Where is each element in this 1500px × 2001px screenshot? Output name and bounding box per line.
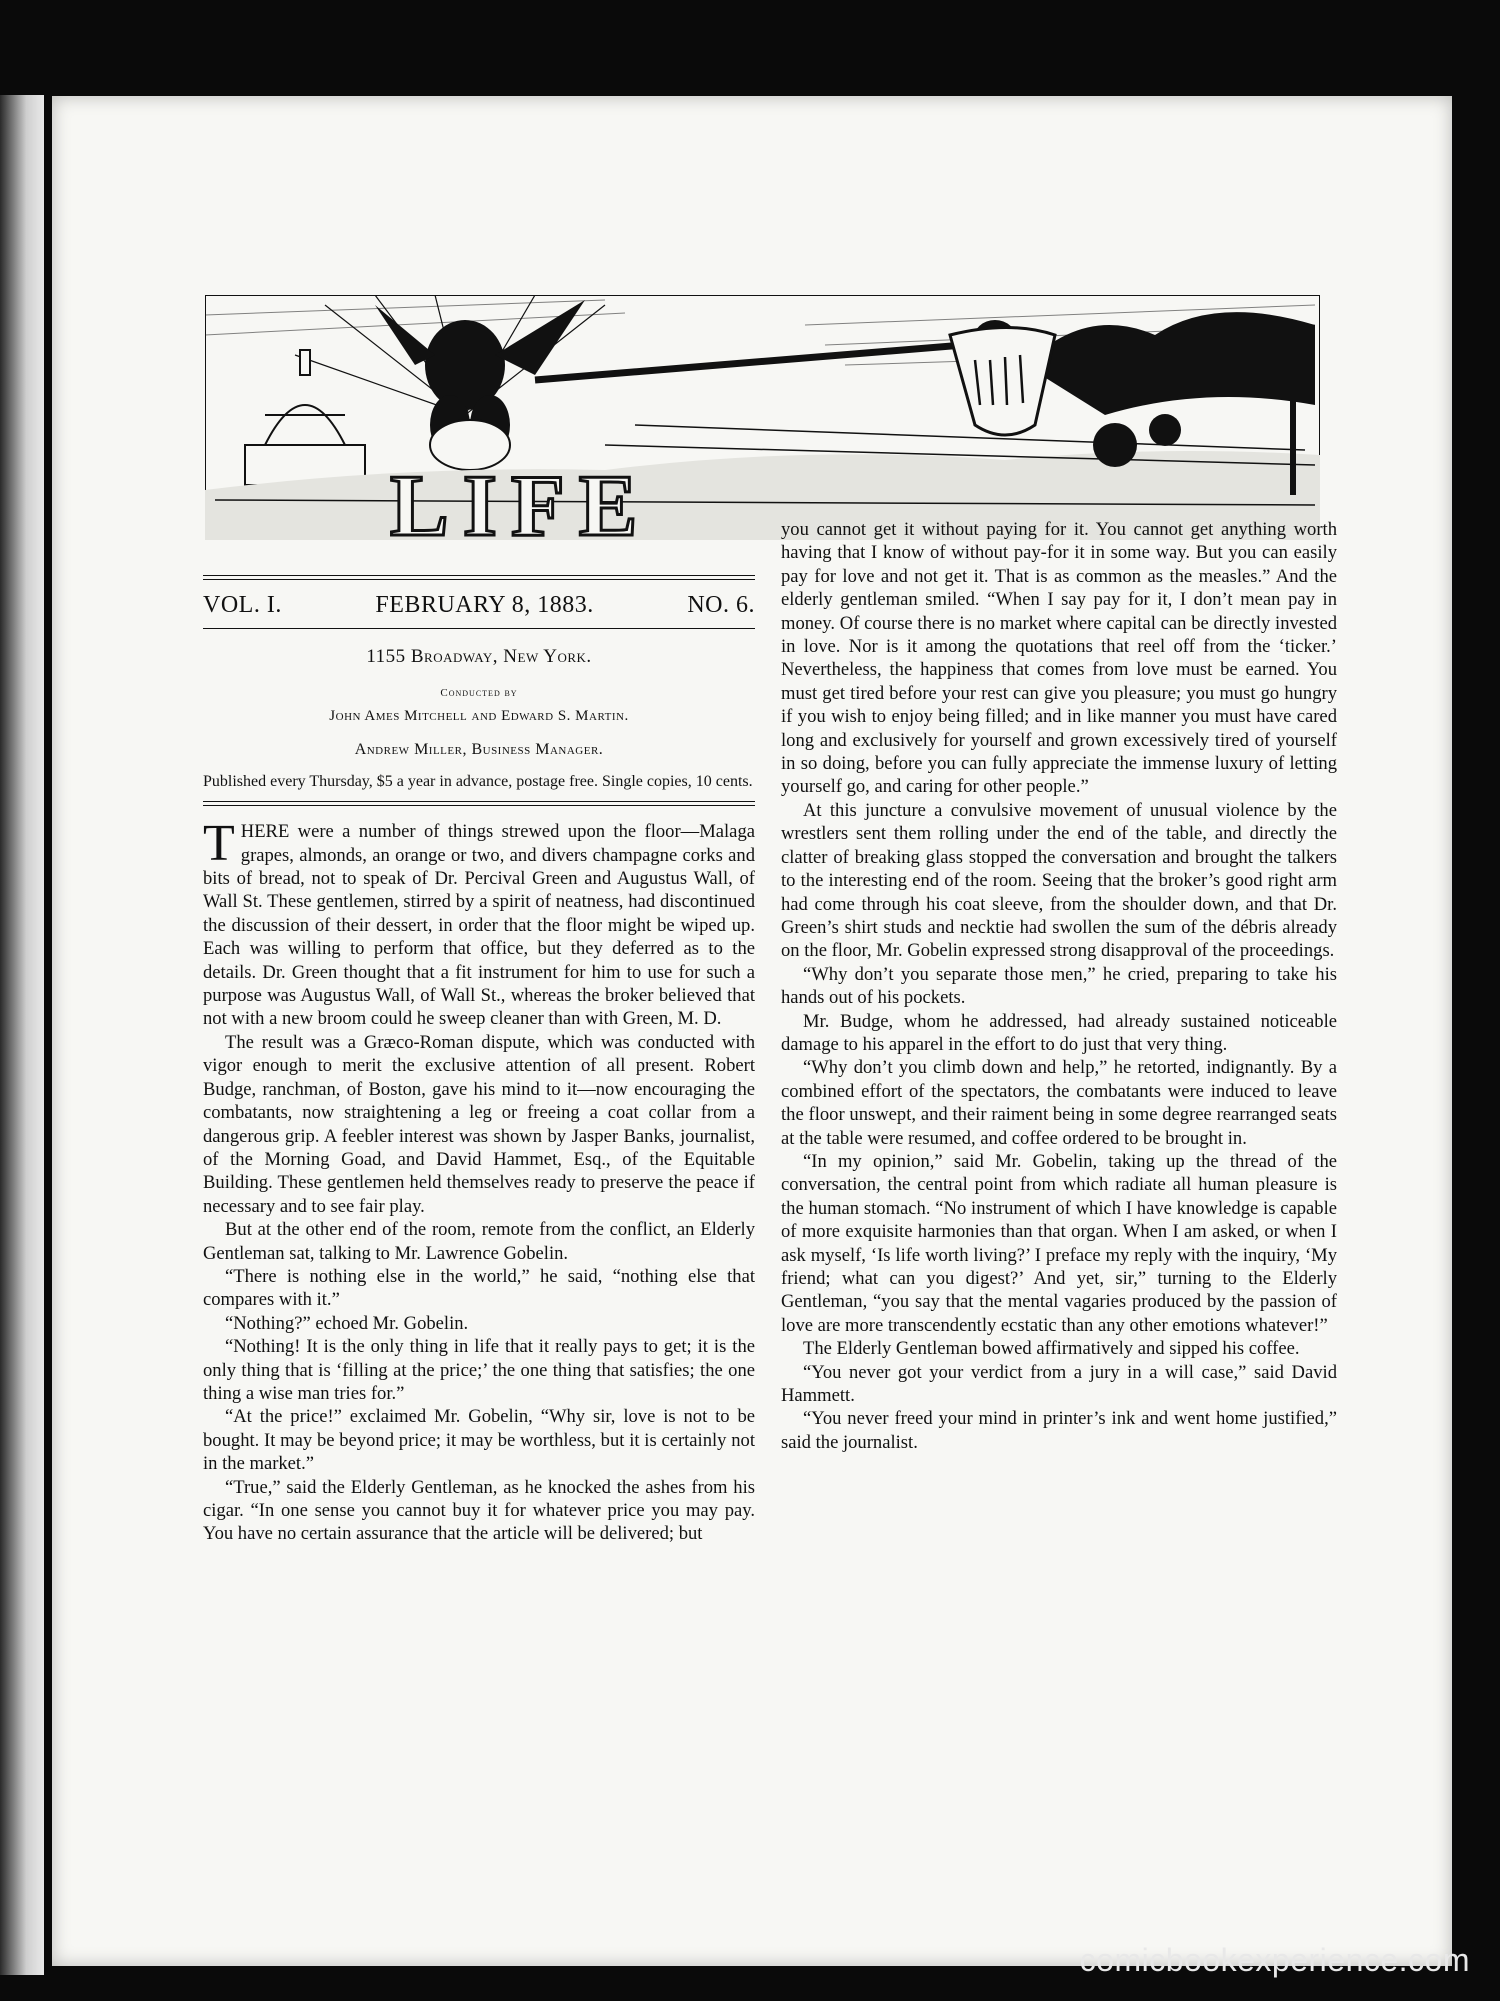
issue-number: NO. 6.	[687, 592, 755, 618]
masthead-title: LIFE	[390, 458, 652, 540]
article-right	[781, 518, 1337, 1454]
article-paragraph: “You never freed your mind in printer’s ink and went home justified,” said the journalist.	[781, 1408, 1337, 1453]
issue-line	[203, 580, 755, 628]
issue-date: FEBRUARY 8, 1883.	[375, 592, 594, 618]
article-paragraph: Mr. Budge, whom he addressed, had already sustained noticeable damage to his apparel in the effort to do just that very thing.	[781, 1010, 1337, 1055]
article-paragraph: But at the other end of the room, remote from the conflict, an Elderly Gentleman sat, talking to Mr. Lawrence Gobelin.	[203, 1219, 755, 1264]
business-manager: Andrew Miller, Business Manager.	[354, 740, 604, 758]
article-paragraph: “Nothing?” echoed Mr. Gobelin.	[225, 1312, 469, 1334]
article-paragraph: you cannot get it without paying for it. You cannot get anything worth having that I know of without pay-for it in some way. But you can easily pay for love and not get it. That is as common as the measles.” And the elderly gentleman smiled. “When I say pay for it, I don’t mean pay in money. Of course there is no market where capital can be directly invested in love. Nor is it among the quotations that reel off from the ‘ticker.’ Nevertheless, the happiness that comes from love must be earned. You must get tired before your rest can give you pleasure; you must go hungry if you wish to enjoy being filled; and in like manner you must have cared long and exclusively for yourself and grown excessively tired of yourself in so doing, before you can fully appreciate the immense luxury of letting yourself go, and caring for other people.”	[781, 519, 1337, 798]
article-paragraph: “Nothing! It is the only thing in life that it really pays to get; it is the only thing that is ‘filling at the price;’ the one thing that satisfies; the one thing a wise man tries for.”	[203, 1336, 755, 1404]
article-paragraph: “At the price!” exclaimed Mr. Gobelin, “Why sir, love is not to be bought. It may be beyond price; it may be worthless, but it is certainly not in the market.”	[203, 1406, 755, 1475]
conducted-by-label: Conducted by	[440, 687, 518, 700]
left-column	[203, 575, 755, 1546]
article-paragraph: At this juncture a convulsive movement of unusual violence by the wrestlers sent them rolling under the end of the table, and directly the clatter of breaking glass stopped the conversation and brought the talkers to the interesting end of the room. Seeing that the broker’s good right arm had come through his coat sleeve, from the shoulder down, and that Dr. Green’s shirt studs and necktie had swollen the sum of the débris already on the floor, Mr. Gobelin expressed strong disapproval of the proceedings.	[781, 799, 1337, 962]
article-paragraph: “True,” said the Elderly Gentleman, as he knocked the ashes from his cigar. “In one sense you cannot buy it for whatever price you may pay. You have no certain assurance that the article will be delivered; but	[203, 1476, 755, 1545]
bottom-rule	[203, 801, 755, 806]
article-left	[203, 815, 755, 1546]
article-paragraph: The result was a Græco-Roman dispute, which was conducted with vigor enough to merit the exclusive attention of all present. Robert Budge, ranchman, of Boston, gave his mind to it—now encouraging the combatants, now straightening a leg or freeing a coat collar from a dangerous grip. A feebler interest was shown by Jasper Banks, journalist, of the Morning Goad, and David Hammet, Esq., of the Equitable Building. These gentlemen held themselves ready to preserve the peace if necessary and to see fair play.	[203, 1031, 755, 1217]
article-paragraph: “Why don’t you climb down and help,” he retorted, indignantly. By a combined effort of the spectators, the combatants were induced to leave the floor unswept, and their raiment being in some degree rearranged seats at the table were resumed, and coffee ordered to be brought in.	[781, 1057, 1337, 1149]
watermark: comicbookexperience.com	[1079, 1942, 1470, 1978]
drop-cap: T	[203, 815, 235, 873]
publication-info: Published every Thursday, $5 a year in advance, postage free. Single copies, 10 cents.	[203, 773, 753, 791]
article-paragraph: “Why don’t you separate those men,” he cried, preparing to take his hands out of his pockets.	[781, 963, 1337, 1009]
article-paragraph: “There is nothing else in the world,” he said, “nothing else that compares with it.”	[203, 1265, 755, 1311]
masthead-illustration	[205, 295, 1320, 540]
article-paragraph: THERE were a number of things strewed upon the floor—Malaga grapes, almonds, an orange or two, and divers champagne corks and bits of bread, not to speak of Dr. Percival Green and Augustus Wall, of Wall St. These gentlemen, stirred by a spirit of neatness, had discontinued the discussion of their dessert, in order that the floor might be wiped up. Each was willing to perform that office, but they deferred as to the details. Dr. Green thought that a fit instrument for him to use for such a purpose was Augustus Wall, of Wall St., whereas the broker believed that not with a new broom could he sweep cleaner than with Green, M. D.	[203, 815, 755, 1030]
scan-edge	[0, 95, 44, 1975]
issue-rule	[203, 628, 755, 629]
article-paragraph: “In my opinion,” said Mr. Gobelin, taking up the thread of the conversation, the central point from which radiate all human pleasure is the human stomach. “No instrument of which I have knowledge is capable of more exquisite harmonies than that organ. When I am asked, or when I ask myself, ‘Is life worth living?’ I preface my reply with the inquiry, ‘My friend; what can you digest?’ And yet, sir,” turning to the Elderly Gentleman, “you say that the mental vagaries produced by the passion of love are more transcendently ecstatic than any other emotions whatever!”	[781, 1150, 1337, 1336]
editors: John Ames Mitchell and Edward S. Martin.	[329, 707, 629, 724]
volume: VOL. I.	[203, 592, 282, 618]
article-paragraph: The Elderly Gentleman bowed affirmatively and sipped his coffee.	[803, 1338, 1300, 1360]
address: 1155 Broadway, New York.	[366, 646, 592, 667]
article-paragraph: “You never got your verdict from a jury in a will case,” said David Hammett.	[781, 1361, 1337, 1407]
